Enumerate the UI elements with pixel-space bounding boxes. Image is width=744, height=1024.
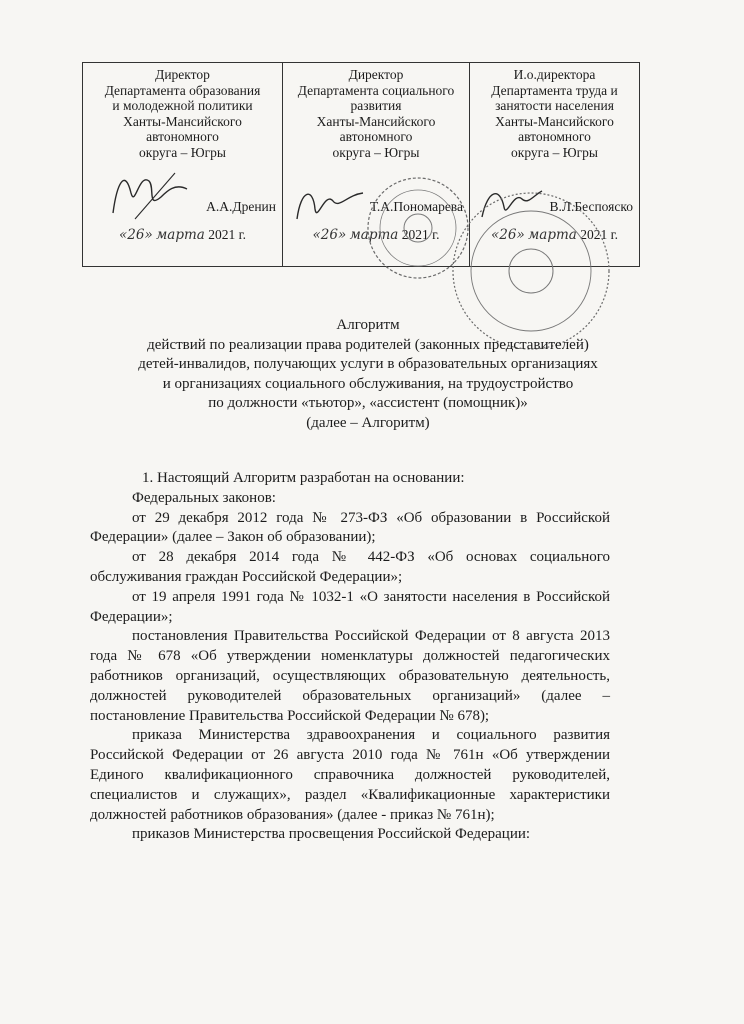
signer-name: Т.А.Пономарева — [370, 199, 463, 214]
approval-title-line: развития — [350, 98, 402, 113]
paragraph-order-761n: приказа Министерства здравоохранения и социального развития Российской Федерации от 26 августа 2010 года № 761н «Об утверждении Единого квалификационного справочника должностей руководителей, специалистов и служащих», раздел «Квалификационные характеристики должностей работников образования» (далее - приказ № 761н); — [90, 727, 610, 823]
date-day: «26» — [312, 227, 347, 243]
title-heading: Алгоритм — [336, 317, 400, 333]
approval-title-line: Директор — [348, 67, 404, 82]
paragraph-federal-laws: Федеральных законов: — [132, 489, 276, 506]
approval-title-line: Департамента социального — [297, 82, 455, 98]
approval-title-line: округа – Югры — [139, 144, 226, 160]
approval-title-line: И.о.директора — [513, 67, 596, 82]
paragraph-law-442: от 28 декабря 2014 года № 442-ФЗ «Об основах социального обслуживания граждан Российской Федерации»; — [90, 549, 610, 585]
approval-date — [470, 227, 639, 244]
approval-title-line: Департамента образования — [104, 82, 261, 98]
paragraph-law-273: от 29 декабря 2012 года № 273-ФЗ «Об образовании в Российской Федерации» (далее – Закон об образовании); — [90, 509, 610, 546]
approval-title-line: округа – Югры — [511, 144, 598, 160]
date-day: «26» — [119, 227, 153, 243]
approval-title-line: автономного — [518, 129, 591, 144]
approval-date — [83, 227, 282, 244]
paragraph-law-1032: от 19 апреля 1991 года № 1032-1 «О занятости населения в Российской Федерации»; — [90, 588, 610, 625]
date-year: 2021 г. — [580, 227, 618, 242]
approval-title-line: занятости населения — [495, 98, 614, 113]
paragraph-intro: 1. Настоящий Алгоритм разработан на основании: — [142, 470, 465, 486]
document-body — [90, 469, 610, 845]
title-line: детей-инвалидов, получающих услуги в образовательных организациях — [138, 356, 598, 372]
title-line: и организациях социального обслуживания, на трудоустройство — [162, 375, 574, 392]
date-month: марта — [528, 227, 577, 243]
date-day: «26» — [491, 227, 525, 243]
title-line: действий по реализации права родителей (законных представителей) — [147, 336, 589, 353]
approval-cell-education — [83, 63, 283, 267]
title-line: (далее – Алгоритм) — [306, 414, 430, 431]
paragraph-resolution-678: постановления Правительства Российской Федерации от 8 августа 2013 года № 678 «Об утверждении номенклатуры должностей педагогических работников организаций, осуществляющих образовательную деятельность, должностей руководителей образовательных организаций» (далее – постановление Правительства Российской Федерации № 678); — [90, 628, 610, 724]
paragraph-orders-education: приказов Министерства просвещения Российской Федерации: — [132, 826, 531, 843]
date-month: марта — [349, 227, 399, 243]
approval-title-line: Департамента труда и — [491, 82, 618, 98]
approval-title-line: Ханты-Мансийского — [495, 113, 614, 129]
approval-date — [283, 227, 469, 244]
date-month: марта — [156, 227, 205, 243]
title-line: по должности «тьютор», «ассистент (помощник)» — [208, 395, 528, 411]
approval-title-line: автономного — [339, 129, 413, 144]
date-year: 2021 г. — [401, 227, 440, 242]
signer-name: А.А.Дренин — [206, 199, 276, 214]
approval-title-line: автономного — [146, 129, 219, 144]
approval-table — [82, 62, 640, 267]
approval-title-line: округа – Югры — [332, 144, 420, 160]
date-year: 2021 г. — [208, 227, 246, 242]
approval-title-line: Ханты-Мансийского — [123, 113, 242, 129]
document-title — [88, 316, 648, 433]
approval-cell-social — [283, 63, 470, 267]
approval-title-line: Директор — [155, 67, 210, 82]
approval-title-line: и молодежной политики — [112, 98, 253, 113]
approval-cell-labor — [470, 63, 640, 267]
approval-title-line: Ханты-Мансийского — [316, 113, 436, 129]
signer-name: В.Л.Беспояско — [549, 199, 633, 214]
